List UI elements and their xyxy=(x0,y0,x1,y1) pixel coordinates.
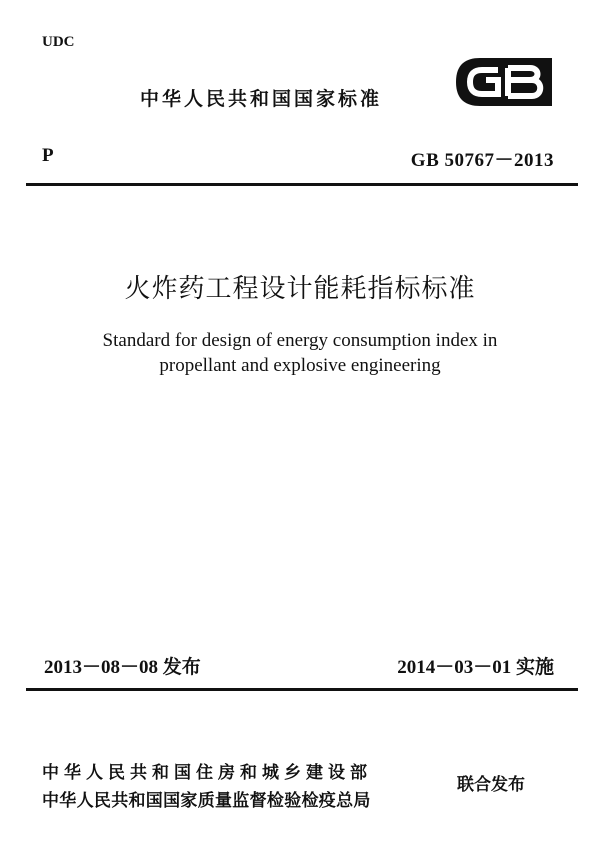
issue-date: 2013－08－08 发布 xyxy=(44,657,201,678)
publisher-line1: 中华人民共和国住房和城乡建设部 xyxy=(42,763,372,783)
gb-logo xyxy=(452,54,556,110)
title-chinese: 火炸药工程设计能耗指标标准 xyxy=(124,274,476,304)
publisher-line2: 中华人民共和国国家质量监督检验检疫总局 xyxy=(42,791,371,811)
standard-number: GB 50767－2013 xyxy=(410,150,554,171)
udc-label: UDC xyxy=(42,34,75,50)
classification-code: P xyxy=(42,145,54,166)
national-standard-label: 中华人民共和国国家标准 xyxy=(140,88,383,110)
top-divider xyxy=(26,183,578,186)
title-english-line2: propellant and explosive engineering xyxy=(159,355,441,376)
title-english-line1: Standard for design of energy consumption index in xyxy=(102,330,498,351)
joint-release-label: 联合发布 xyxy=(457,775,525,795)
implementation-date: 2014－03－01 实施 xyxy=(397,657,554,678)
bottom-divider xyxy=(26,688,578,691)
